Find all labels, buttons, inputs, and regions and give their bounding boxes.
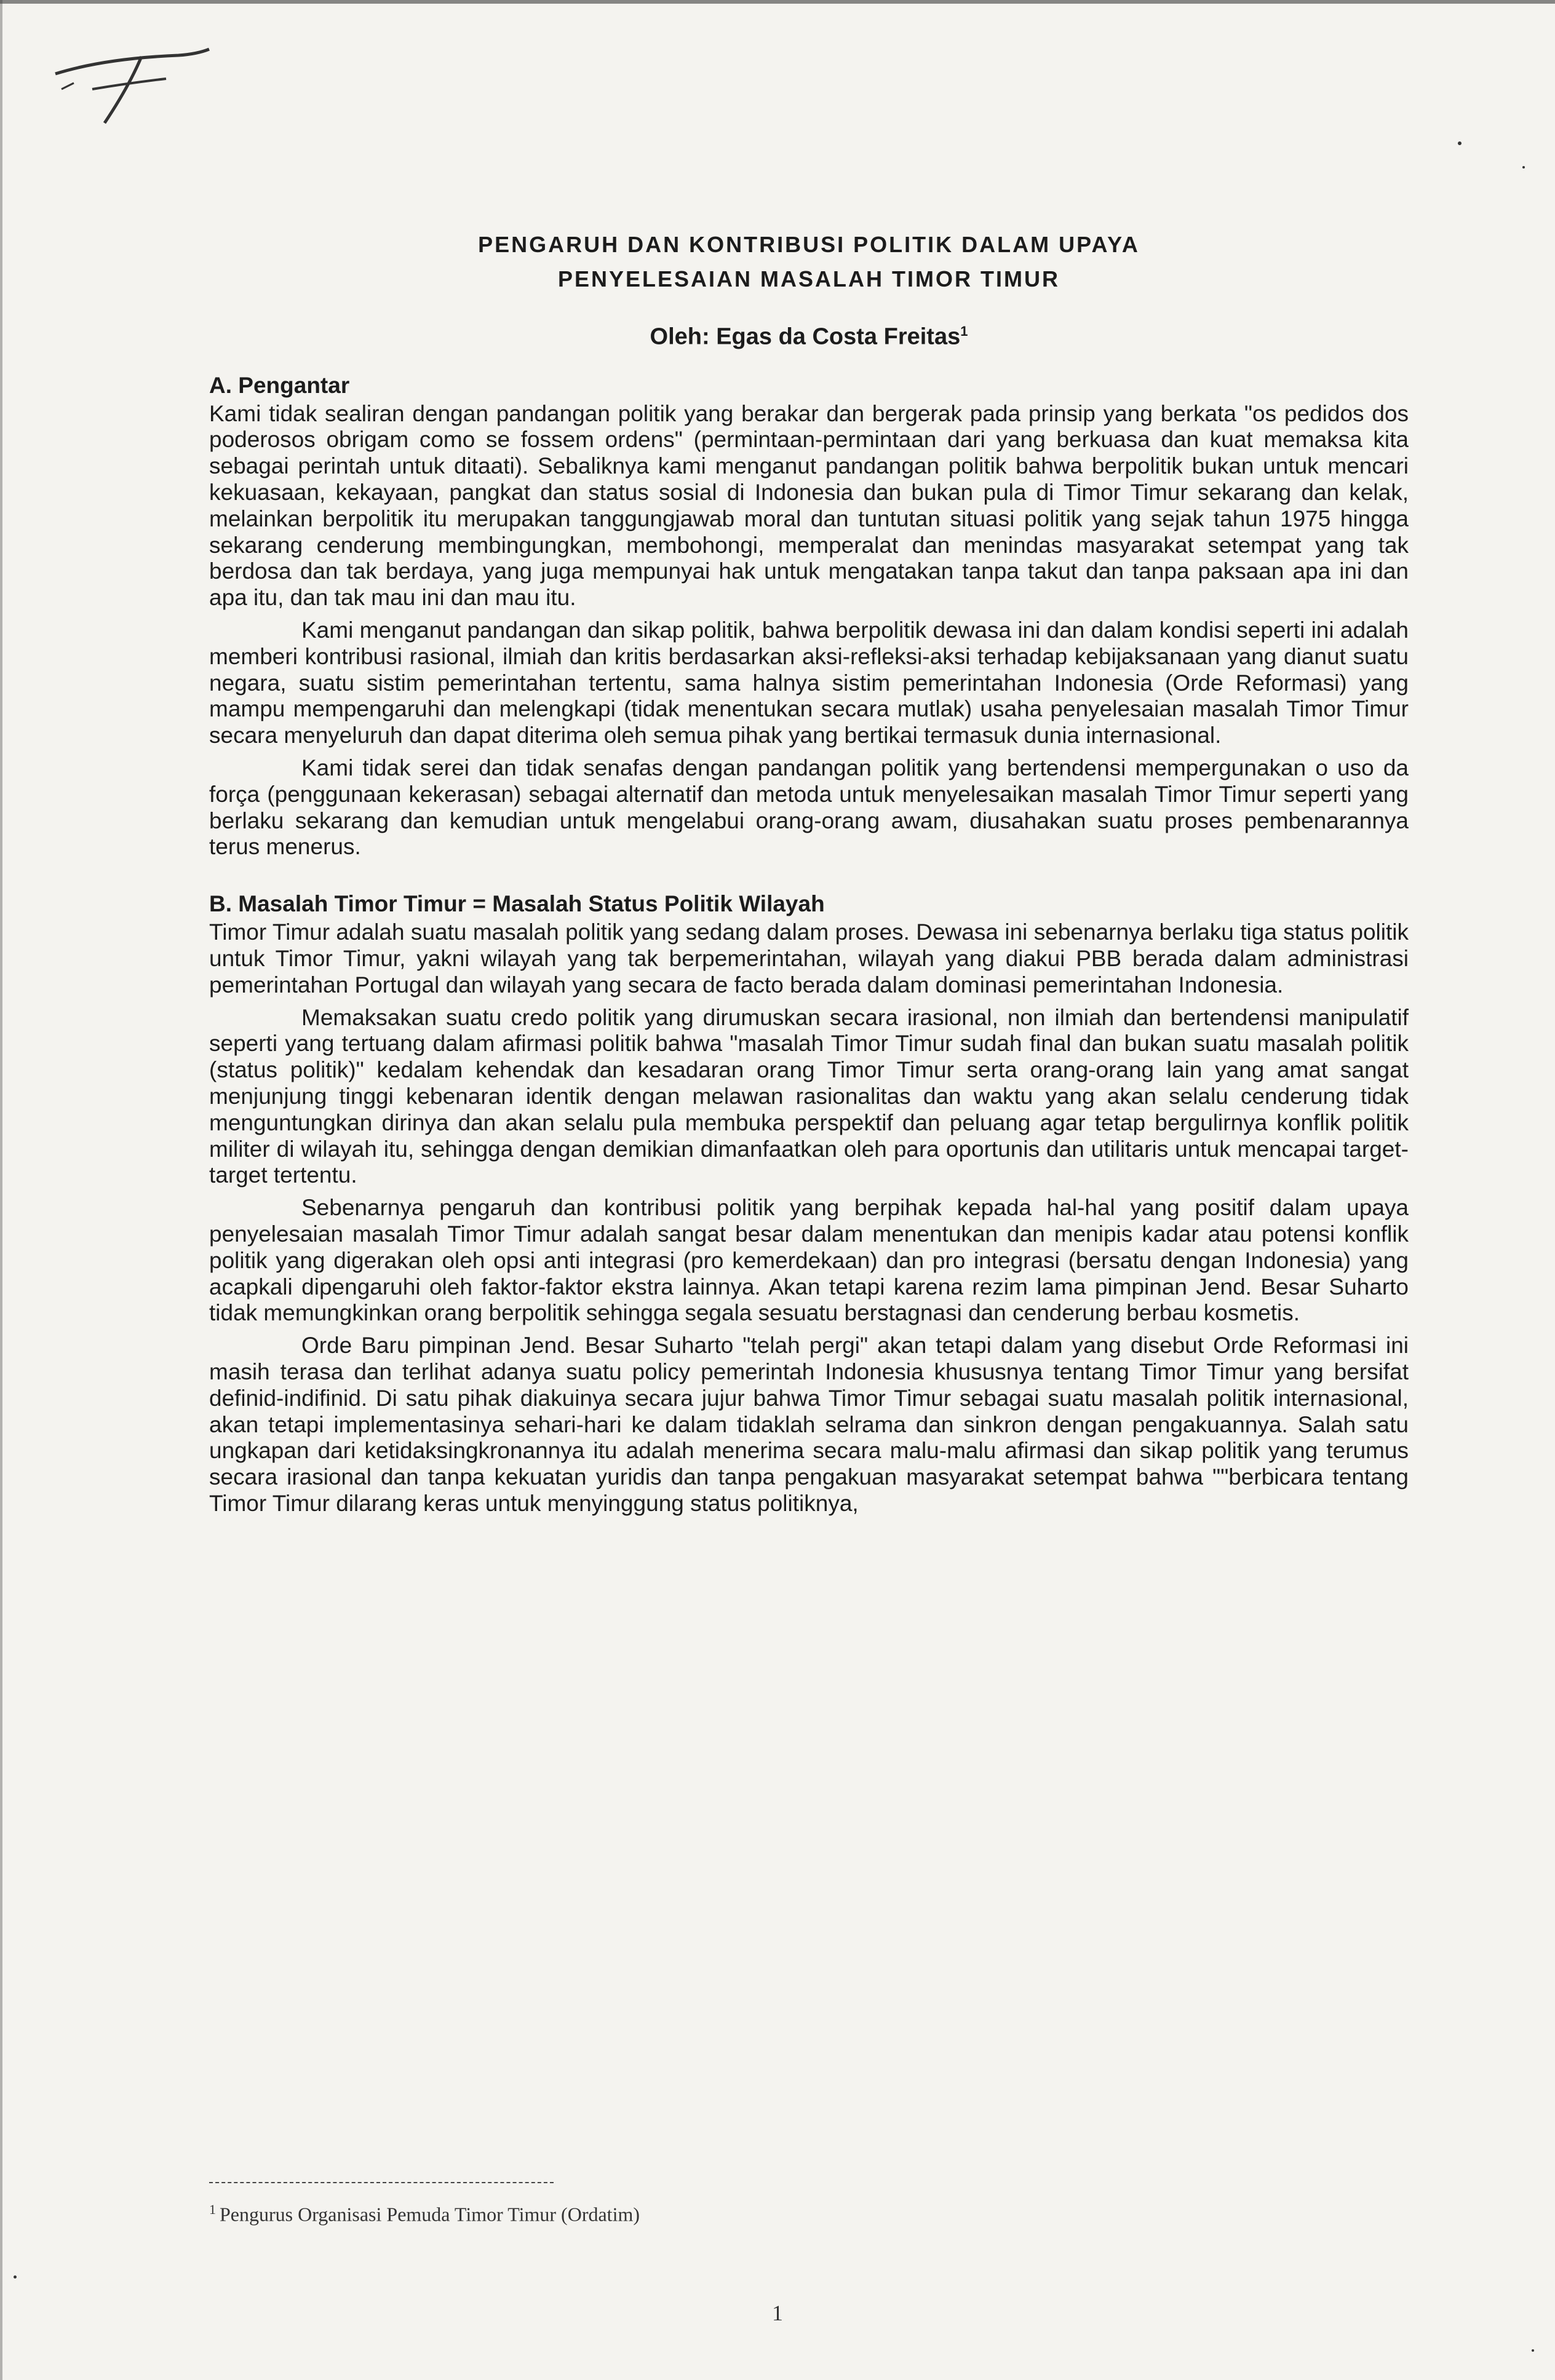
scan-border-top bbox=[0, 0, 1555, 4]
author-line bbox=[209, 323, 1409, 351]
section-a-heading: A. Pengantar bbox=[209, 372, 350, 398]
paragraph: Kami tidak serei dan tidak senafas dengan pandangan politik yang bertendensi mempergunakan o uso da força (penggunaan kekerasan) sebagai alternatif dan metoda untuk menyelesaikan masalah Timor Timur seperti yang berlaku sekarang dan kemudian untuk mengelabui orang-orang awam, diusahakan suatu proses pembenarannya terus menerus. bbox=[209, 755, 1409, 860]
scan-speck bbox=[1522, 166, 1525, 169]
paragraph: Sebenarnya pengaruh dan kontribusi politik yang berpihak kepada hal-hal yang positif dalam upaya penyelesaian masalah Timor Timur adalah sangat besar dalam menentukan dan menipis kadar atau potensi konflik politik yang digerakan oleh opsi anti integrasi (pro kemerdekaan) dan pro integrasi (bersatu dengan Indonesia) yang acapkali dipengaruhi oleh faktor-faktor ekstra lainnya. Akan tetapi karena rezim lama pimpinan Jend. Besar Suharto tidak memungkinkan orang berpolitik sehingga segala sesuatu berstagnasi dan cenderung berbau kosmetis. bbox=[209, 1195, 1409, 1326]
footnote-divider bbox=[209, 2182, 554, 2183]
title-line-2: PENYELESAIAN MASALAH TIMOR TIMUR bbox=[558, 266, 1060, 292]
scan-speck bbox=[14, 2275, 17, 2279]
page-number: 1 bbox=[772, 2301, 783, 2325]
document-body bbox=[209, 228, 1409, 1517]
paragraph: Orde Baru pimpinan Jend. Besar Suharto "telah pergi" akan tetapi dalam yang disebut Orde Reformasi ini masih terasa dan terlihat adanya suatu policy pemerintah Indonesia khususnya tentang Timor Timur yang bersifat definid-indifinid. Di satu pihak diakuinya secara jujur bahwa Timor Timur sebagai suatu masalah politik internasional, akan tetapi implementasinya sehari-hari ke dalam tidaklah selrama dan sinkron dengan pengakuannya. Salah satu ungkapan dari ketidaksingkronannya itu adalah menerima secara malu-malu afirmasi dan sikap politik yang terumus secara irasional dan tanpa kekuatan yuridis dan tanpa pengakuan masyarakat setempat bahwa ""berbicara tentang Timor Timur dilarang keras untuk menyinggung status politiknya, bbox=[209, 1333, 1409, 1516]
paragraph: Memaksakan suatu credo politik yang dirumuskan secara irasional, non ilmiah dan bertendensi manipulatif seperti yang tertuang dalam afirmasi politik bahwa "masalah Timor Timur sudah final dan bukan suatu masalah politik (status politik)" kedalam kehendak dan kesadaran orang Timor Timur serta orang-orang lain yang amat sangat menjunjung tinggi kebenaran identik dengan melawan rasionalitas dan waktu yang akan selalu cenderung tidak menguntungkan dirinya dan akan selalu pula membuka perspektif dan peluang agar tetap bergulirnya konflik politik militer di wilayah itu, sehingga dengan demikian dimanfaatkan oleh para oportunis dan utilitaris untuk mencapai target-target tertentu. bbox=[209, 1004, 1409, 1188]
paragraph: Kami menganut pandangan dan sikap politik, bahwa berpolitik dewasa ini dan dalam kondisi seperti ini adalah memberi kontribusi rasional, ilmiah dan kritis berdasarkan aksi-refleksi-aksi terhadap kebijaksanaan yang dianut suatu negara, suatu sistim pemerintahan tertentu, sama halnya sistim pemerintahan Indonesia (Orde Reformasi) yang mampu mempengaruhi dan melengkapi (tidak menentukan secara mutlak) usaha penyelesaian masalah Timor Timur secara menyeluruh dan dapat diterima oleh semua pihak yang bertikai termasuk dunia internasional. bbox=[209, 617, 1409, 748]
footnote-marker: 1 bbox=[209, 2202, 216, 2217]
title-line-1: PENGARUH DAN KONTRIBUSI POLITIK DALAM UPAYA bbox=[478, 232, 1140, 257]
author-name: Oleh: Egas da Costa Freitas bbox=[650, 323, 961, 350]
scan-speck bbox=[1458, 141, 1462, 145]
handwritten-mark bbox=[37, 25, 240, 129]
section-b-heading: B. Masalah Timor Timur = Masalah Status Politik Wilayah bbox=[209, 891, 825, 917]
footnote bbox=[209, 2202, 1132, 2226]
document-title bbox=[209, 228, 1409, 296]
paragraph: Kami tidak sealiran dengan pandangan politik yang berakar dan bergerak pada prinsip yang berkata "os pedidos dos poderosos obrigam como se fossem ordens" (permintaan-permintaan dari yang berkuasa dan kuat memaksa kita sebagai perintah untuk ditaati). Sebaliknya kami menganut pandangan politik bahwa berpolitik bukan untuk mencari kekuasaan, kekayaan, pangkat dan status sosial di Indonesia dan bukan pula di Timor Timur sekarang dan kelak, melainkan berpolitik itu merupakan tanggungjawab moral dan tuntutan situasi politik yang sejak tahun 1975 hingga sekarang cenderung membingungkan, membohongi, memperalat dan menindas masyarakat setempat yang tak berdosa dan tak berdaya, yang juga mempunyai hak untuk mengatakan tanpa takut dan tanpa paksaan apa ini dan apa itu, dan tak mau ini dan mau itu. bbox=[209, 400, 1409, 611]
paragraph: Timor Timur adalah suatu masalah politik yang sedang dalam proses. Dewasa ini sebenarnya berlaku tiga status politik untuk Timor Timur, yakni wilayah yang tak berpemerintahan, wilayah yang diakui PBB berada dalam administrasi pemerintahan Portugal dan wilayah yang secara de facto berada dalam dominasi pemerintahan Indonesia. bbox=[209, 919, 1409, 998]
scan-speck bbox=[1532, 2349, 1534, 2352]
scan-border-left bbox=[0, 0, 2, 2380]
footnote-text: Pengurus Organisasi Pemuda Timor Timur (Ordatim) bbox=[220, 2203, 640, 2226]
author-footnote-marker: 1 bbox=[960, 323, 968, 339]
